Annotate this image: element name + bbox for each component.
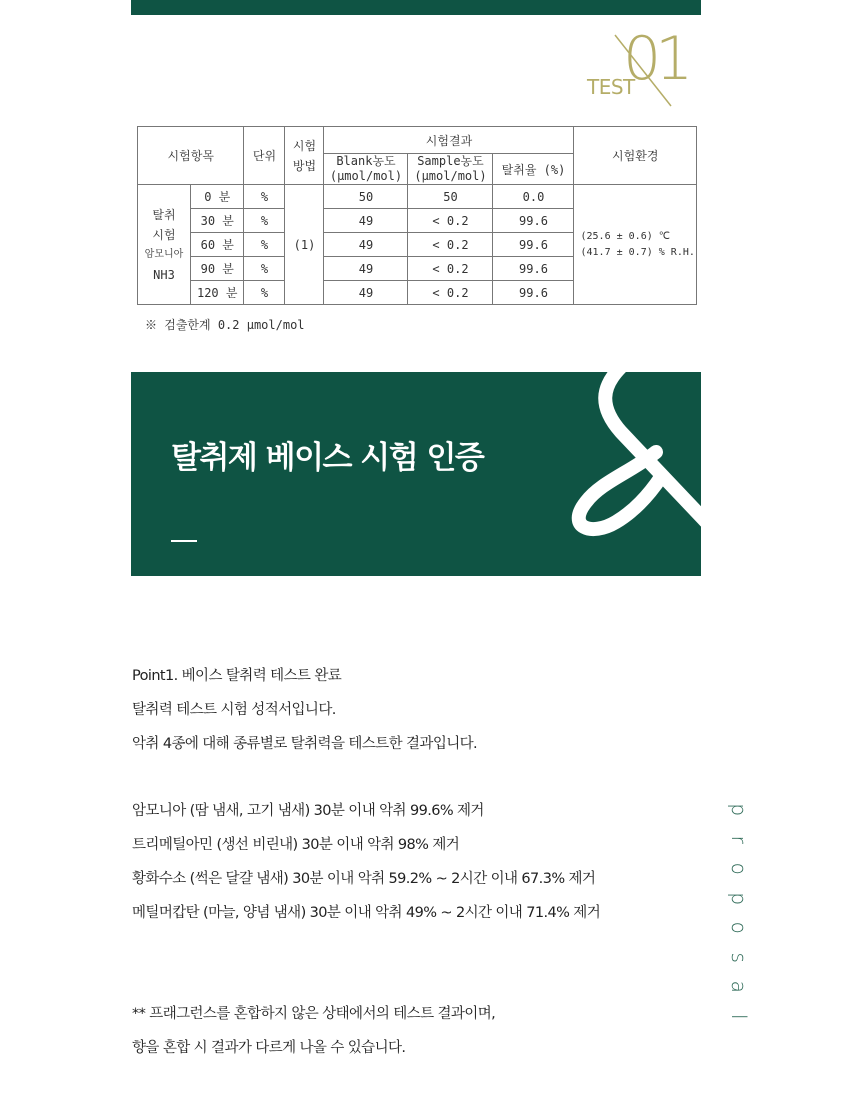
side-letter: s bbox=[726, 952, 751, 963]
item-line: 시험 bbox=[152, 227, 176, 242]
test-badge bbox=[585, 24, 705, 110]
disclaimer-line: ** 프래그런스를 혼합하지 않은 상태에서의 테스트 결과이며, bbox=[132, 1006, 496, 1022]
rate-cell: 99.6 bbox=[493, 257, 574, 281]
intro-line: 탈취력 테스트 시험 성적서입니다. bbox=[132, 702, 336, 718]
test-results-table bbox=[137, 126, 697, 305]
environment-cell bbox=[574, 185, 697, 305]
intro-line: Point1. 베이스 탈취력 테스트 완료 bbox=[132, 668, 342, 684]
unit-cell: % bbox=[244, 185, 285, 209]
method-cell: (1) bbox=[285, 185, 324, 305]
time-cell: 30 분 bbox=[191, 209, 244, 233]
item-line: NH3 bbox=[153, 267, 175, 282]
top-color-bar bbox=[131, 0, 701, 15]
side-proposal-text bbox=[724, 795, 751, 1031]
header-method: 시험 방법 bbox=[285, 127, 324, 185]
time-cell: 120 분 bbox=[191, 281, 244, 305]
header-results: 시험결과 bbox=[324, 127, 574, 154]
result-line: 황화수소 (썩은 달걀 냄새) 30분 이내 악취 59.2% ~ 2시간 이내 67.3% 제거 bbox=[132, 871, 596, 887]
rate-cell: 99.6 bbox=[493, 209, 574, 233]
item-name-cell bbox=[138, 185, 191, 305]
sample-cell: < 0.2 bbox=[408, 257, 493, 281]
blank-cell: 49 bbox=[324, 233, 408, 257]
blank-cell: 50 bbox=[324, 185, 408, 209]
unit-cell: % bbox=[244, 233, 285, 257]
side-letter: r bbox=[726, 835, 751, 844]
sample-cell: < 0.2 bbox=[408, 233, 493, 257]
header-rate: 탈취율 (%) bbox=[493, 154, 574, 185]
header-item: 시험항목 bbox=[138, 127, 244, 185]
result-line: 트리메틸아민 (생선 비린내) 30분 이내 악취 98% 제거 bbox=[132, 837, 460, 853]
time-cell: 90 분 bbox=[191, 257, 244, 281]
header-unit: 단위 bbox=[244, 127, 285, 185]
time-cell: 0 분 bbox=[191, 185, 244, 209]
side-letter: l bbox=[726, 1013, 751, 1020]
result-line: 암모니아 (땀 냄새, 고기 냄새) 30분 이내 악취 99.6% 제거 bbox=[132, 803, 484, 819]
table-note: ※ 검출한계 0.2 μmol/mol bbox=[145, 318, 305, 332]
test-label: TEST bbox=[587, 75, 635, 99]
hero-dash bbox=[171, 540, 197, 542]
unit-cell: % bbox=[244, 281, 285, 305]
time-cell: 60 분 bbox=[191, 233, 244, 257]
sample-cell: < 0.2 bbox=[408, 209, 493, 233]
result-line: 메틸머캅탄 (마늘, 양념 냄새) 30분 이내 악취 49% ~ 2시간 이내 71.4% 제거 bbox=[132, 905, 601, 921]
rate-cell: 0.0 bbox=[493, 185, 574, 209]
disclaimer-line: 향을 혼합 시 결과가 다르게 나올 수 있습니다. bbox=[132, 1040, 406, 1056]
ampersand-icon bbox=[561, 372, 701, 542]
header-environment: 시험환경 bbox=[574, 127, 697, 185]
test-number: 01 bbox=[623, 24, 688, 94]
header-sample: Sample농도 (μmol/mol) bbox=[408, 154, 493, 185]
blank-cell: 49 bbox=[324, 281, 408, 305]
side-letter: o bbox=[726, 862, 751, 875]
header-blank: Blank농도 (μmol/mol) bbox=[324, 154, 408, 185]
side-letter: p bbox=[726, 803, 751, 817]
unit-cell: % bbox=[244, 209, 285, 233]
sample-cell: < 0.2 bbox=[408, 281, 493, 305]
rate-cell: 99.6 bbox=[493, 281, 574, 305]
environment-line: (25.6 ± 0.6) ℃ bbox=[580, 230, 670, 242]
blank-cell: 49 bbox=[324, 257, 408, 281]
item-line: 탈취 bbox=[152, 207, 176, 222]
side-letter: a bbox=[726, 980, 751, 993]
table-row bbox=[138, 185, 697, 209]
sample-cell: 50 bbox=[408, 185, 493, 209]
side-letter: p bbox=[726, 891, 751, 905]
environment-line: (41.7 ± 0.7) % R.H. bbox=[580, 246, 695, 258]
rate-cell: 99.6 bbox=[493, 233, 574, 257]
intro-line: 악취 4종에 대해 종류별로 탈취력을 테스트한 결과입니다. bbox=[132, 736, 478, 752]
hero-title: 탈취제 베이스 시험 인증 bbox=[171, 440, 484, 476]
item-line: 암모니아 bbox=[144, 248, 184, 260]
unit-cell: % bbox=[244, 257, 285, 281]
blank-cell: 49 bbox=[324, 209, 408, 233]
hero-banner bbox=[131, 372, 701, 576]
side-letter: o bbox=[726, 921, 751, 934]
